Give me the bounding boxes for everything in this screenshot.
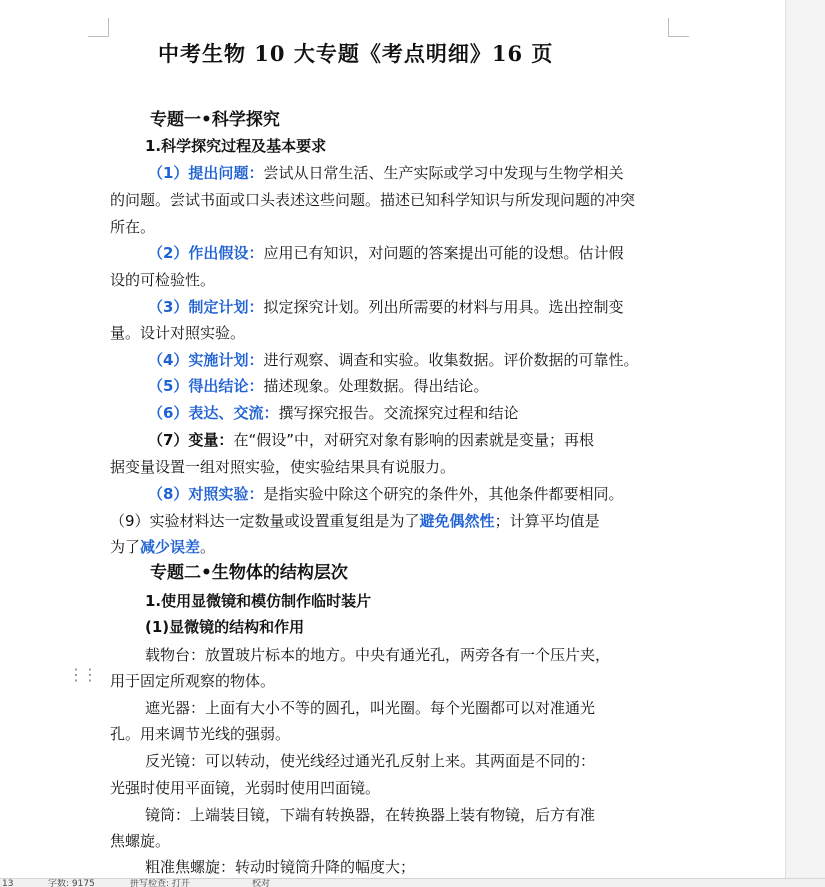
list-item — [148, 430, 594, 450]
item-text: 为了 — [110, 538, 141, 556]
item-label: （5）得出结论： — [148, 377, 264, 395]
paragraph-line: 载物台：放置玻片标本的地方。中央有通光孔，两旁各有一个压片夹， — [145, 646, 611, 664]
item-text: 设的可检验性。 — [110, 271, 216, 289]
item-text: 撰写探究报告。交流探究过程和结论 — [278, 404, 519, 422]
list-item — [148, 484, 623, 504]
list-item — [148, 297, 623, 317]
list-item — [148, 350, 638, 370]
paragraph-line: 遮光器：上面有大小不等的圆孔，叫光圈。每个光圈都可以对准通光 — [145, 699, 596, 717]
page-corner-mark — [668, 18, 689, 37]
list-item — [148, 376, 488, 396]
item-text: 描述现象。处理数据。得出结论。 — [263, 377, 489, 395]
list-item — [110, 511, 600, 531]
item-text: 拟定探究计划。列出所需要的材料与用具。选出控制变 — [263, 298, 624, 316]
item-label: （1）提出问题： — [148, 164, 264, 182]
item-label: （3）制定计划： — [148, 298, 264, 316]
list-item — [110, 537, 215, 557]
section-heading: 专题二•生物体的结构层次 — [150, 563, 348, 583]
list-item — [148, 163, 623, 183]
spell-check-status[interactable]: 拼写检查: 打开 — [130, 879, 190, 887]
drag-handle-icon[interactable]: ⋮⋮ — [68, 665, 96, 684]
emphasis-text: 减少误差 — [140, 538, 201, 556]
paragraph-line: 粗准焦螺旋：转动时镜筒升降的幅度大； — [145, 858, 416, 876]
item-text: 进行观察、调查和实验。收集数据。评价数据的可靠性。 — [263, 351, 639, 369]
item-text: 应用已有知识，对问题的答案提出可能的设想。估计假 — [263, 244, 624, 262]
item-label: （8）对照实验： — [148, 485, 264, 503]
vertical-scrollbar[interactable] — [785, 0, 825, 878]
document-title: 中考生物 10 大专题《考点明细》16 页 — [158, 41, 554, 66]
item-label: （2）作出假设： — [148, 244, 264, 262]
item-text: （9）实验材料达一定数量或设置重复组是为了 — [110, 512, 420, 530]
paragraph-line: 孔。用来调节光线的强弱。 — [110, 725, 291, 743]
paragraph-line: 焦螺旋。 — [110, 832, 171, 850]
item-text: 尝试从日常生活、生产实际或学习中发现与生物学相关 — [263, 164, 624, 182]
page-number: 13 — [2, 879, 14, 887]
sub-heading: 1.使用显微镜和模仿制作临时装片 — [145, 592, 372, 610]
page-corner-mark — [88, 18, 109, 37]
section-heading: 专题一•科学探究 — [150, 110, 280, 130]
list-item — [148, 243, 623, 263]
sub-heading: 1.科学探究过程及基本要求 — [145, 137, 327, 155]
item-label: （6）表达、交流： — [148, 404, 279, 422]
item-text: 量。设计对照实验。 — [110, 324, 246, 342]
item-text: 。 — [200, 538, 216, 556]
emphasis-text: 避免偶然性 — [419, 512, 495, 530]
item-text: 的问题。尝试书面或口头表述这些问题。描述已知科学知识与所发现问题的冲突 — [110, 191, 636, 209]
paragraph-line: 光强时使用平面镜，光弱时使用凹面镜。 — [110, 779, 381, 797]
paragraph-line: 反光镜：可以转动，使光线经过通光孔反射上来。其两面是不同的： — [145, 752, 596, 770]
list-item — [148, 403, 518, 423]
item-text: 所在。 — [110, 218, 156, 236]
proofread-button[interactable]: 校对 — [252, 879, 271, 887]
item-label: （4）实施计划： — [148, 351, 264, 369]
item-text: 在“假设”中，对研究对象有影响的因素就是变量；再根 — [233, 431, 594, 449]
item-text: ；计算平均值是 — [494, 512, 600, 530]
paragraph-line: 用于固定所观察的物体。 — [110, 672, 276, 690]
item-label: （7）变量： — [148, 431, 234, 449]
paragraph-line: 镜筒：上端装目镜，下端有转换器，在转换器上装有物镜，后方有准 — [145, 806, 596, 824]
word-count[interactable]: 字数: 9175 — [48, 879, 95, 887]
item-text: 是指实验中除这个研究的条件外，其他条件都要相同。 — [263, 485, 624, 503]
sub-sub-heading: (1)显微镜的结构和作用 — [145, 618, 305, 636]
item-text: 据变量设置一组对照实验，使实验结果具有说服力。 — [110, 458, 456, 476]
